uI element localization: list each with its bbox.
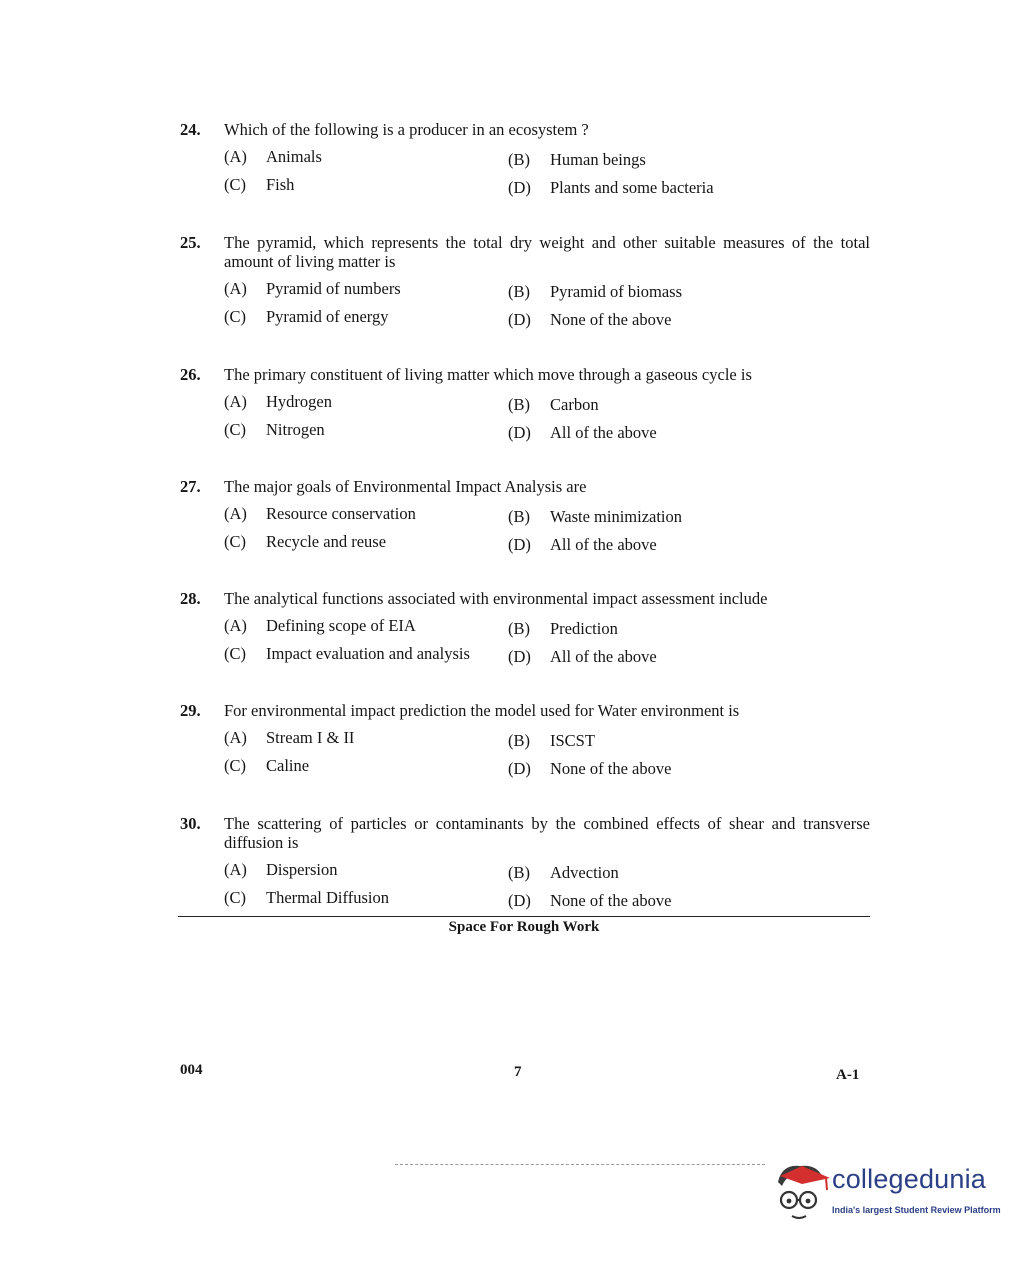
option-b: (B) Prediction [508, 619, 618, 638]
question-number: 25. [180, 233, 201, 252]
option-c: (C) Fish [224, 175, 295, 194]
divider [178, 916, 870, 917]
question-26 [180, 365, 870, 448]
option-c: (C) Impact evaluation and analysis [224, 644, 470, 663]
option-c: (C) Pyramid of energy [224, 307, 389, 326]
page-number: 7 [514, 1064, 522, 1080]
student-mascot-icon [772, 1160, 832, 1226]
option-a: (A) Resource conservation [224, 504, 416, 523]
option-a: (A) Hydrogen [224, 392, 332, 411]
option-a: (A) Dispersion [224, 860, 338, 879]
booklet-code: 004 [180, 1062, 203, 1078]
question-text: The pyramid, which represents the total dry weight and other suitable measures of the total amount of living matter is [224, 233, 870, 271]
question-28 [180, 589, 870, 672]
option-d: (D) None of the above [508, 310, 672, 329]
question-text: Which of the following is a producer in an ecosystem ? [224, 120, 589, 139]
option-b: (B) Pyramid of biomass [508, 282, 682, 301]
option-a: (A) Stream I & II [224, 728, 355, 747]
question-27 [180, 477, 870, 560]
question-30 [180, 814, 870, 916]
option-d: (D) None of the above [508, 759, 672, 778]
option-d: (D) All of the above [508, 535, 657, 554]
option-d: (D) All of the above [508, 423, 657, 442]
paper-set: A-1 [836, 1067, 860, 1083]
option-b: (B) Carbon [508, 395, 599, 414]
option-a: (A) Animals [224, 147, 322, 166]
question-24 [180, 120, 870, 203]
brand-name: collegedunia [832, 1164, 987, 1194]
question-29 [180, 701, 870, 784]
question-number: 29. [180, 701, 201, 720]
question-text: The analytical functions associated with environmental impact assessment include [224, 589, 768, 608]
option-a: (A) Pyramid of numbers [224, 279, 401, 298]
option-c: (C) Caline [224, 756, 310, 775]
option-c: (C) Recycle and reuse [224, 532, 387, 551]
option-b: (B) ISCST [508, 731, 595, 750]
option-b: (B) Advection [508, 863, 619, 882]
dashed-divider [395, 1164, 765, 1165]
question-number: 26. [180, 365, 201, 384]
question-text: The major goals of Environmental Impact Analysis are [224, 477, 587, 496]
option-d: (D) None of the above [508, 891, 672, 910]
brand-tagline: India's largest Student Review Platform [832, 1205, 1001, 1215]
option-a: (A) Defining scope of EIA [224, 616, 416, 635]
watermark-logo [772, 1160, 1002, 1226]
question-number: 24. [180, 120, 201, 139]
option-c: (C) Thermal Diffusion [224, 888, 389, 907]
question-text: The scattering of particles or contaminants by the combined effects of shear and transverse diffusion is [224, 814, 870, 852]
question-number: 27. [180, 477, 201, 496]
option-d: (D) All of the above [508, 647, 657, 666]
question-text: The primary constituent of living matter which move through a gaseous cycle is [224, 365, 752, 384]
option-d: (D) Plants and some bacteria [508, 178, 714, 197]
question-text: For environmental impact prediction the model used for Water environment is [224, 701, 740, 720]
rough-work-label: Space For Rough Work [448, 919, 600, 935]
option-b: (B) Waste minimization [508, 507, 683, 526]
question-number: 30. [180, 814, 201, 833]
question-25 [180, 233, 870, 335]
option-c: (C) Nitrogen [224, 420, 325, 439]
option-b: (B) Human beings [508, 150, 646, 169]
question-number: 28. [180, 589, 201, 608]
